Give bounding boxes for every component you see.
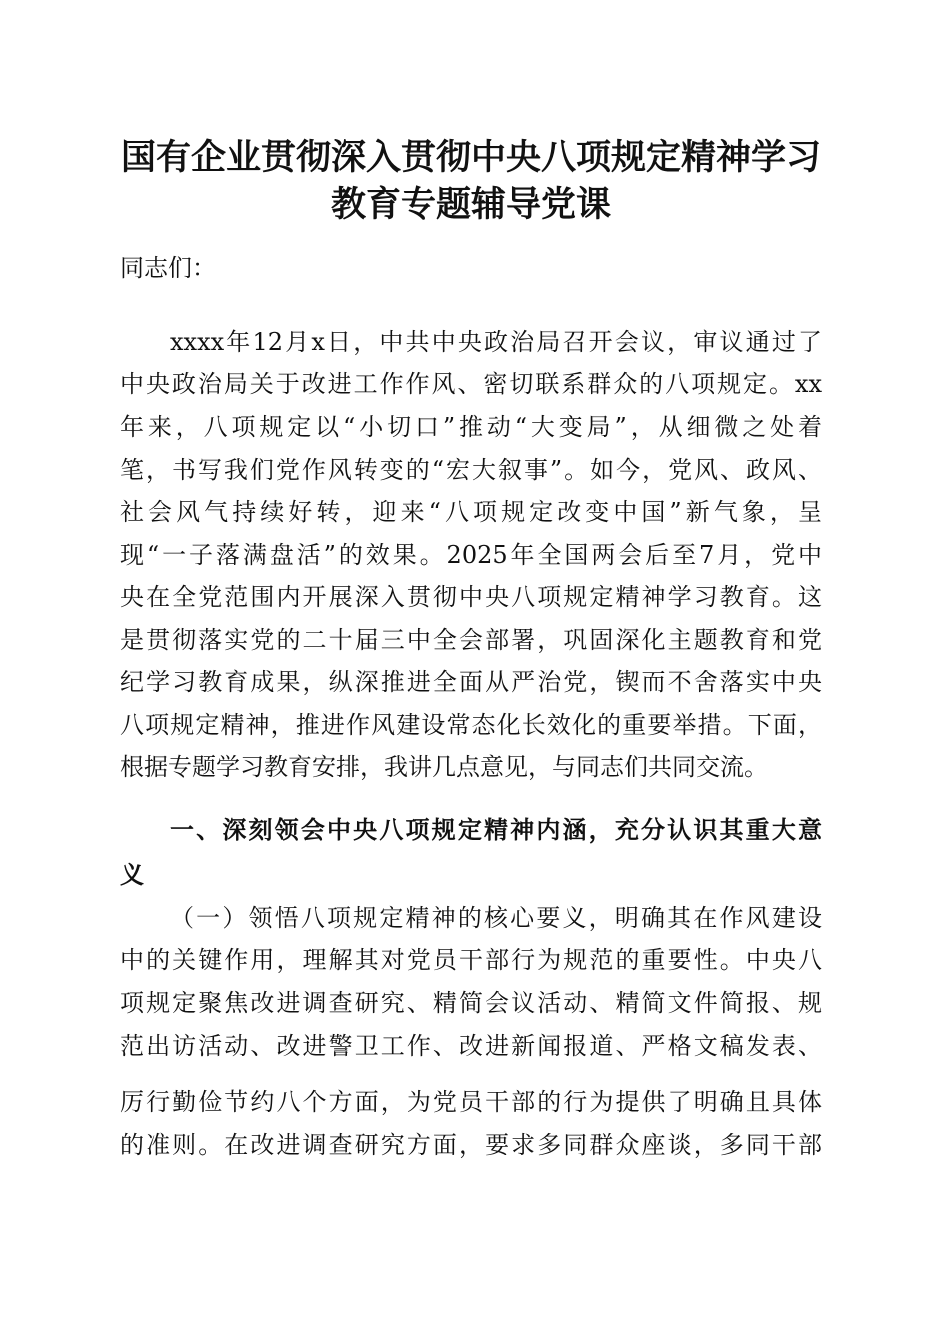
salutation: 同志们：: [120, 254, 216, 282]
document-title-line-2: 教育专题辅导党课: [330, 184, 611, 225]
heading-line: 义: [120, 860, 144, 889]
text-line: 根据专题学习教育安排，我讲几点意见，与同志们共同交流。: [120, 753, 768, 781]
text-line: 中的关键作用，理解其对党员干部行为规范的重要性。中央八: [120, 946, 822, 974]
text-line: 社会风气持续好转，迎来“八项规定改变中国”新气象，呈: [120, 498, 822, 526]
text-line: 的准则。在改进调查研究方面，要求多同群众座谈，多同干部: [120, 1131, 822, 1159]
text-line: 项规定聚焦改进调查研究、精简会议活动、精简文件简报、规: [120, 989, 822, 1017]
text-line: （一）领悟八项规定精神的核心要义，明确其在作风建设: [170, 904, 822, 932]
heading-line: 一、深刻领会中央八项规定精神内涵，充分认识其重大意: [170, 815, 822, 844]
text-line: 笔，书写我们党作风转变的“宏大叙事”。如今，党风、政风、: [120, 456, 822, 484]
text-line: 年来，八项规定以“小切口”推动“大变局”，从细微之处着: [120, 413, 822, 441]
text-line: 是贯彻落实党的二十届三中全会部署，巩固深化主题教育和党: [120, 626, 822, 654]
text-line: 中央政治局关于改进工作作风、密切联系群众的八项规定。xx: [120, 370, 822, 398]
document-title-line-1: 国有企业贯彻深入贯彻中央八项规定精神学习: [120, 137, 821, 178]
text-line: 现“一子落满盘活”的效果。2025年全国两会后至7月，党中: [120, 541, 822, 569]
text-line: xxxx年12月x日，中共中央政治局召开会议，审议通过了: [170, 328, 822, 356]
text-line: 纪学习教育成果，纵深推进全面从严治党，锲而不舍落实中央: [120, 668, 822, 696]
text-line: 八项规定精神，推进作风建设常态化长效化的重要举措。下面，: [120, 711, 822, 739]
text-line: 央在全党范围内开展深入贯彻中央八项规定精神学习教育。这: [120, 583, 822, 611]
text-line: 厉行勤俭节约八个方面，为党员干部的行为提供了明确且具体: [120, 1088, 822, 1116]
text-line: 范出访活动、改进警卫工作、改进新闻报道、严格文稿发表、: [120, 1032, 822, 1060]
